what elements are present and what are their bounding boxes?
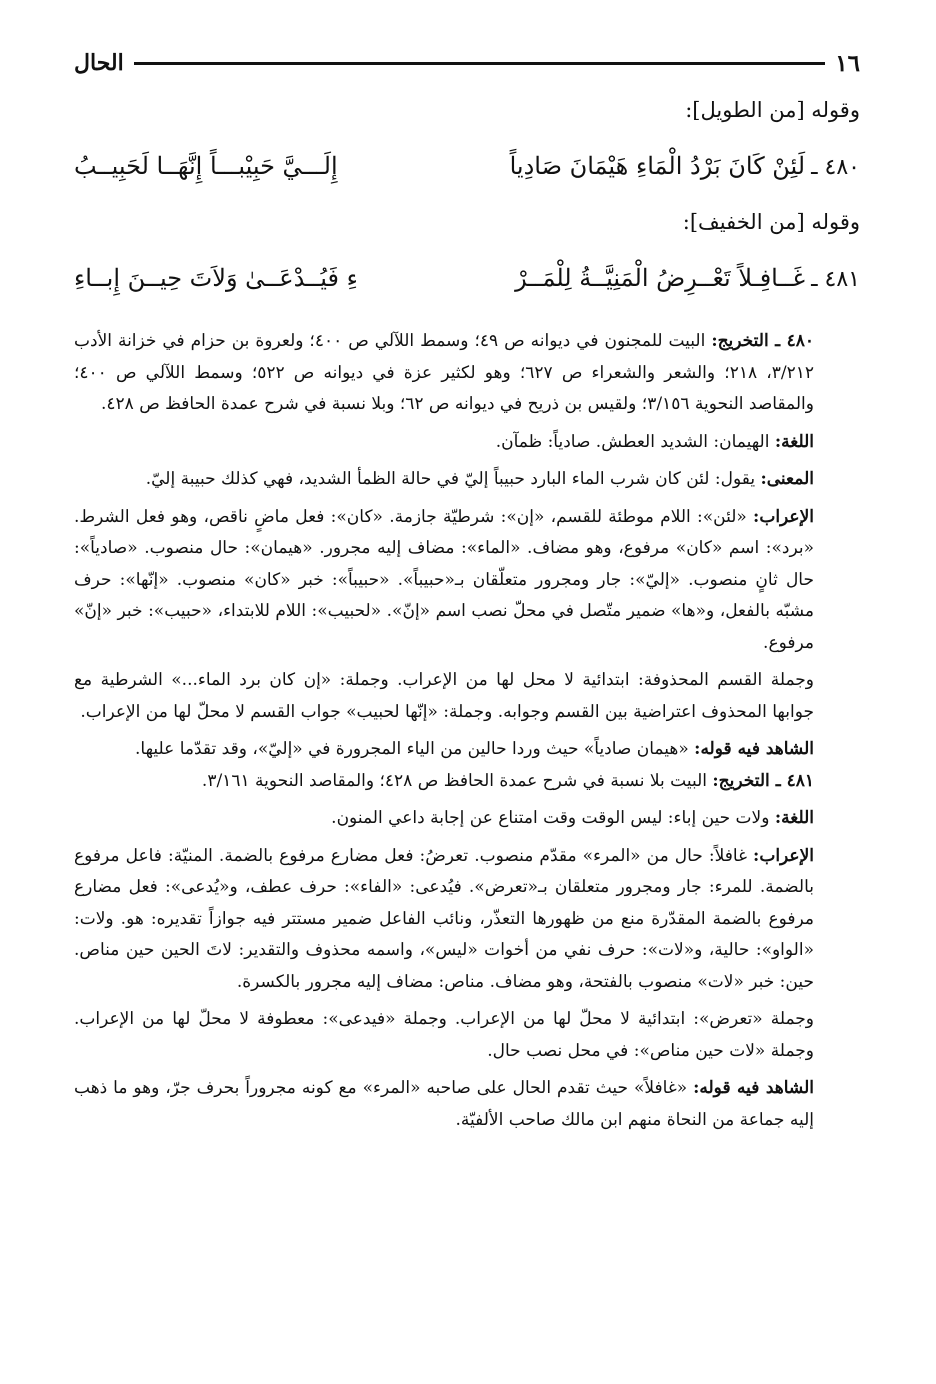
shahid-481 — [74, 1073, 860, 1136]
jumal-text: وجملة «تعرض»: ابتدائية لا محلّ لها من الإعراب. وجملة «فيدعى»: معطوفة لا محلّ لها من الإعراب. وجملة «لات حين مناص»: في محل نصب حال. — [74, 1009, 814, 1061]
takhrij-text: البيت للمجنون في ديوانه ص ٤٩؛ وسمط اللآلي ص ٤٠٠؛ ولعروة بن حزام في خزانة الأدب ٣/٢١٢، ٢١٨؛ والشعر والشعراء ص ٦٢٧؛ وهو لكثير عزة في ديوانه ص ٥٢٢؛ وسمط اللآلي ص ٤٠٠؛ والمقاصد النحوية ٣/١٥٦؛ ولقيس بن ذريح في ديوانه ص ٦٢؛ وبلا نسبة في شرح عمدة الحافظ ص ٤٢٨. — [74, 331, 815, 414]
verse-number: ٤٨٠ ـ — [811, 155, 860, 180]
takhrij-label: ٤٨٠ ـ التخريج: — [711, 331, 815, 351]
shahid-label: الشاهد فيه قوله: — [693, 1078, 814, 1098]
verse-481 — [74, 264, 860, 293]
maana-label: المعنى: — [760, 469, 814, 489]
verse-first-hemistich: لَئِنْ كَانَ بَرْدُ الْمَاءِ هَيْمَانَ صَادِياً — [509, 152, 806, 180]
footnotes — [74, 326, 860, 1136]
verse-first-hemistich: غَــافِـلاً تَعْــرِضُ الْمَنِيَّــةُ لِلْمَــرْ — [515, 264, 806, 292]
intro-481: وقوله [من الخفيف]: — [682, 210, 860, 234]
maana-480 — [74, 464, 860, 496]
irab-text: غافلاً: حال من «المرء» مقدّم منصوب. تعرضُ: فعل مضارع مرفوع بالضمة. المنيّة: فاعل مرفوع بالضمة. للمرء: جار ومجرور متعلقان بـ«تعرض». فيُدعى: «الفاء»: حرف عطف، و«يُدعى»: فعل مضارع مرفوع بالضمة المقدّرة منع من ظهورها التعذّر، ونائب الفاعل ضمير مستتر فيه جوازاً تقديره: هو. ولات: «الواو»: حالية، و«لات»: حرف نفي من أخوات «ليس»، واسمه محذوف والتقدير: لاتَ الحين حين مناص. حين: خبر «لات» منصوب بالفتحة، وهو مضاف. مناص: مضاف إليه مجرور بالكسرة. — [74, 845, 814, 992]
shahid-480 — [74, 734, 860, 766]
header-rule — [134, 62, 826, 65]
intro-480: وقوله [من الطويل]: — [685, 98, 860, 122]
jumal-480 — [74, 665, 860, 728]
lugha-480 — [74, 427, 860, 459]
takhrij-label: ٤٨١ ـ التخريج: — [712, 770, 814, 791]
verse-480 — [74, 152, 860, 181]
jumal-481 — [74, 1004, 860, 1067]
lugha-481 — [74, 803, 860, 835]
verse-number: ٤٨١ ـ — [811, 267, 860, 292]
lugha-text: الهيمان: الشديد العطش. صادياً: ظمآن. — [495, 431, 770, 452]
shahid-label: الشاهد فيه قوله: — [694, 739, 814, 759]
verse-second-hemistich: إِلَـــيَّ حَبِيْبـــاً إِنَّهَــا لَحَبِيــبُ — [74, 152, 338, 180]
running-header — [74, 48, 860, 78]
irab-481 — [74, 841, 860, 999]
shahid-text: «غافلاً» حيث تقدم الحال على صاحبه «المرء» مع كونه مجروراً بحرف جرّ، وهو ما ذهب إليه جماعة من النحاة منهم ابن مالك صاحب الألفيّة. — [74, 1078, 814, 1130]
maana-text: يقول: لئن كان شرب الماء البارد حبيباً إليّ في حالة الظمأ الشديد، فهي كذلك حبيبة إليّ. — [145, 469, 756, 489]
verse-second-hemistich: ءِ فَيُــدْعَــىٰ وَلاَتَ حِيــنَ إِبــاءِ — [74, 264, 358, 292]
lugha-label: اللغة: — [774, 431, 814, 452]
lugha-label: اللغة: — [774, 808, 814, 828]
irab-label: الإعراب: — [753, 506, 814, 527]
irab-480 — [74, 502, 860, 660]
takhrij-text: البيت بلا نسبة في شرح عمدة الحافظ ص ٤٢٨؛ والمقاصد النحوية ٣/١٦١. — [201, 770, 707, 791]
lugha-text: ولات حين إباء: ليس الوقت وقت امتناع عن إجابة داعي المنون. — [331, 808, 770, 828]
jumal-text: وجملة القسم المحذوفة: ابتدائية لا محل لها من الإعراب. وجملة: «إن كان برد الماء...» الشرطية مع جوابها المحذوف اعتراضية بين القسم وجوابه. وجملة: «إنّها لحبيب» جواب القسم لا محلّ لها من الإعراب. — [74, 670, 814, 722]
page-number: ١٦ — [835, 49, 860, 77]
shahid-text: «هيمان صادياً» حيث وردا حالين من الياء المجرورة في «إليّ»، وقد تقدّما عليها. — [135, 739, 689, 759]
takhrij-481 — [74, 766, 860, 798]
irab-label: الإعراب: — [753, 845, 814, 866]
chapter-title: الحال — [74, 50, 124, 76]
takhrij-480 — [74, 326, 860, 421]
irab-text: «لئن»: اللام موطئة للقسم، «إن»: شرطيّة جازمة. «كان»: فعل ماضٍ ناقص، وهو فعل الشرط. «برد»: اسم «كان» مرفوع، وهو مضاف. «الماء»: مضاف إليه مجرور. «هيمان»: حال منصوب. «صادياً»: حال ثانٍ منصوب. «إليّ»: جار ومجرور متعلّقان بـ«حبيباً». «حبيباً»: خبر «كان» منصوب. «إنّها»: حرف مشبّه بالفعل، و«ها» ضمير متّصل في محلّ نصب اسم «إنّ». «لحبيب»: اللام للابتداء، «حبيب»: خبر «إنّ» مرفوع. — [74, 506, 814, 653]
